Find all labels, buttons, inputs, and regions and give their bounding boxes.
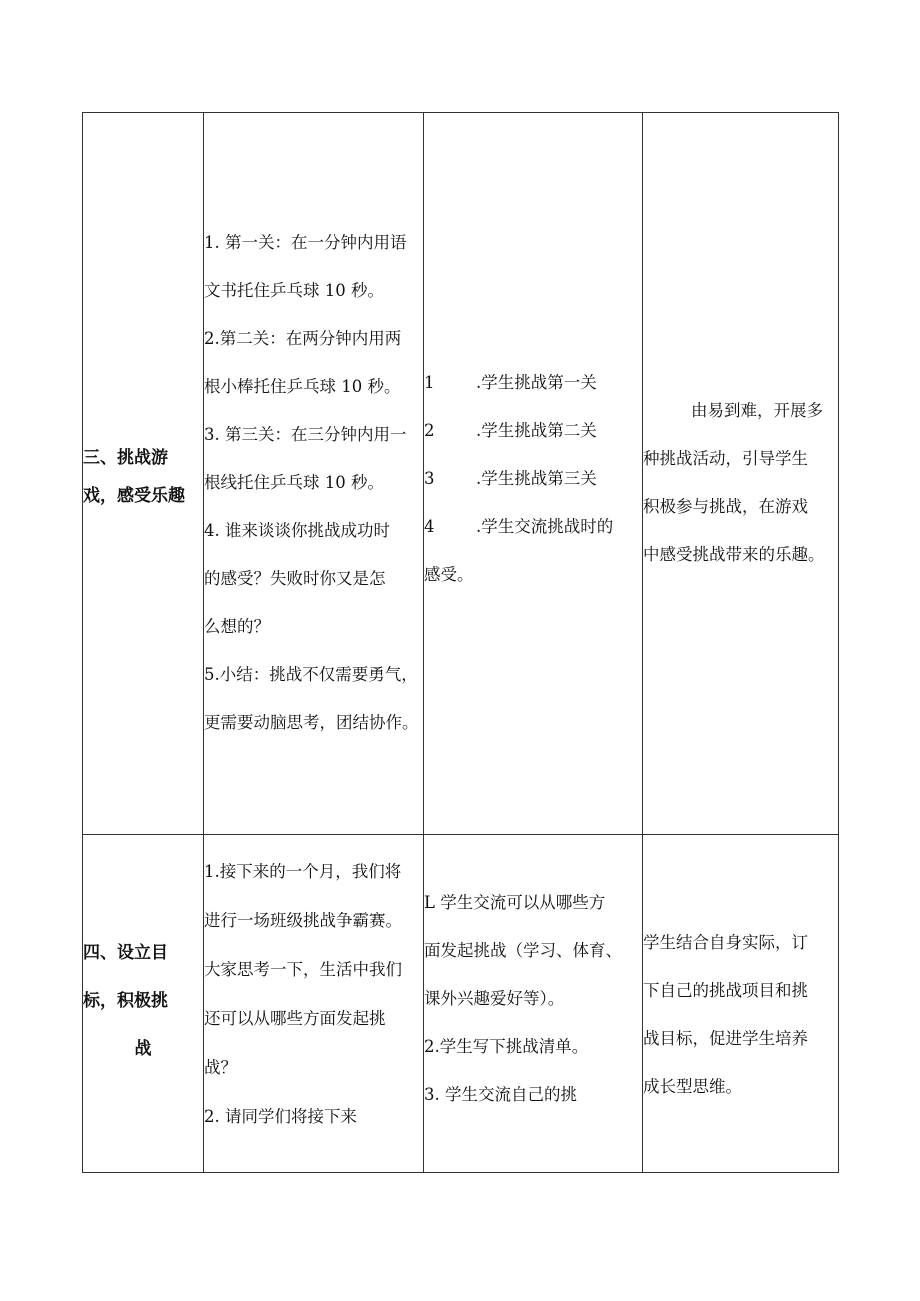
text-line: 积极参与挑战，在游戏: [643, 497, 808, 516]
text-line: 战目标，促进学生培养: [643, 1029, 808, 1048]
phase-title: [83, 929, 203, 1073]
student-activity-cell: [424, 835, 643, 1173]
text-line: 种挑战活动，引导学生: [643, 449, 808, 468]
text-line: 战？: [204, 1058, 237, 1077]
table-row: [83, 113, 839, 835]
phase-title-line: 戏，感受乐趣: [83, 486, 185, 506]
text-line: 课外兴趣爱好等）。: [424, 989, 565, 1008]
text-line: 面发起挑战（学习、体育、: [424, 941, 622, 960]
text-line: 还可以从哪些方面发起挑: [204, 1009, 386, 1028]
student-activity-cell: [424, 113, 643, 835]
text-line: 大家思考一下，生活中我们: [204, 960, 402, 979]
lesson-plan-table: [82, 112, 839, 1173]
text-line: 3. 学生交流自己的挑: [424, 1085, 577, 1104]
text-line: 成长型思维。: [643, 1077, 742, 1096]
text-line: 文书托住乒乓球 10 秒。: [204, 281, 384, 300]
item-number: 2: [424, 421, 435, 440]
text-line: 感受。: [424, 565, 474, 584]
teacher-activity-cell: [204, 113, 424, 835]
teacher-activity-text: [204, 219, 423, 747]
table-row: [83, 835, 839, 1173]
text-line: 更需要动脑思考，团结协作。: [204, 713, 419, 732]
item-number: 1: [424, 373, 435, 392]
text-line: 根小棒托住乒乓球 10 秒。: [204, 377, 401, 396]
phase-title-line: 战: [134, 1039, 152, 1059]
design-intent-cell: [643, 113, 839, 835]
student-item: [424, 407, 642, 455]
text-line: 2.第二关：在两分钟内用两: [204, 329, 402, 348]
design-intent-text: [643, 387, 838, 579]
text-line: 由易到难，开展多: [691, 401, 823, 420]
teacher-activity-cell: [204, 835, 424, 1173]
text-line: 1. 第一关：在一分钟内用语: [204, 233, 407, 252]
item-text: .学生挑战第三关: [476, 469, 597, 488]
item-text: .学生交流挑战时的: [476, 517, 614, 536]
text-line: 1.接下来的一个月，我们将: [204, 862, 402, 881]
item-text: .学生挑战第二关: [476, 421, 597, 440]
item-text: .学生挑战第一关: [476, 373, 597, 392]
phase-title-line: 标，积极挑: [83, 991, 168, 1011]
phase-title: [83, 439, 203, 515]
text-line: 的感受？失败时你又是怎: [204, 569, 386, 588]
phase-cell: [83, 835, 204, 1173]
phase-title-line: 四、设立目: [83, 943, 168, 963]
item-number: 4: [424, 517, 435, 536]
student-activity-text: [424, 879, 642, 1119]
item-number: 3: [424, 469, 435, 488]
student-activity-text: [424, 359, 642, 599]
design-intent-cell: [643, 835, 839, 1173]
text-line: L 学生交流可以从哪些方: [424, 893, 606, 912]
student-item: [424, 359, 642, 407]
text-line: 学生结合自身实际，订: [643, 933, 808, 952]
student-item: [424, 455, 642, 503]
text-line: 5.小结：挑战不仅需要勇气，: [204, 665, 418, 684]
text-line: 中感受挑战带来的乐趣。: [643, 545, 825, 564]
text-line: 4. 谁来谈谈你挑战成功时: [204, 521, 390, 540]
text-line: 进行一场班级挑战争霸赛。: [204, 911, 402, 930]
text-line: 么想的？: [204, 617, 270, 636]
phase-cell: [83, 113, 204, 835]
phase-title-line: 三、挑战游: [83, 448, 168, 468]
teacher-activity-text: [204, 847, 423, 1141]
design-intent-text: [643, 919, 838, 1111]
student-item: [424, 503, 642, 551]
text-line: 2. 请同学们将接下来: [204, 1107, 357, 1126]
text-line: 下自己的挑战项目和挑: [643, 981, 808, 1000]
text-line: 2.学生写下挑战清单。: [424, 1037, 589, 1056]
text-line: 根线托住乒乓球 10 秒。: [204, 473, 384, 492]
text-line: 3. 第三关：在三分钟内用一: [204, 425, 407, 444]
